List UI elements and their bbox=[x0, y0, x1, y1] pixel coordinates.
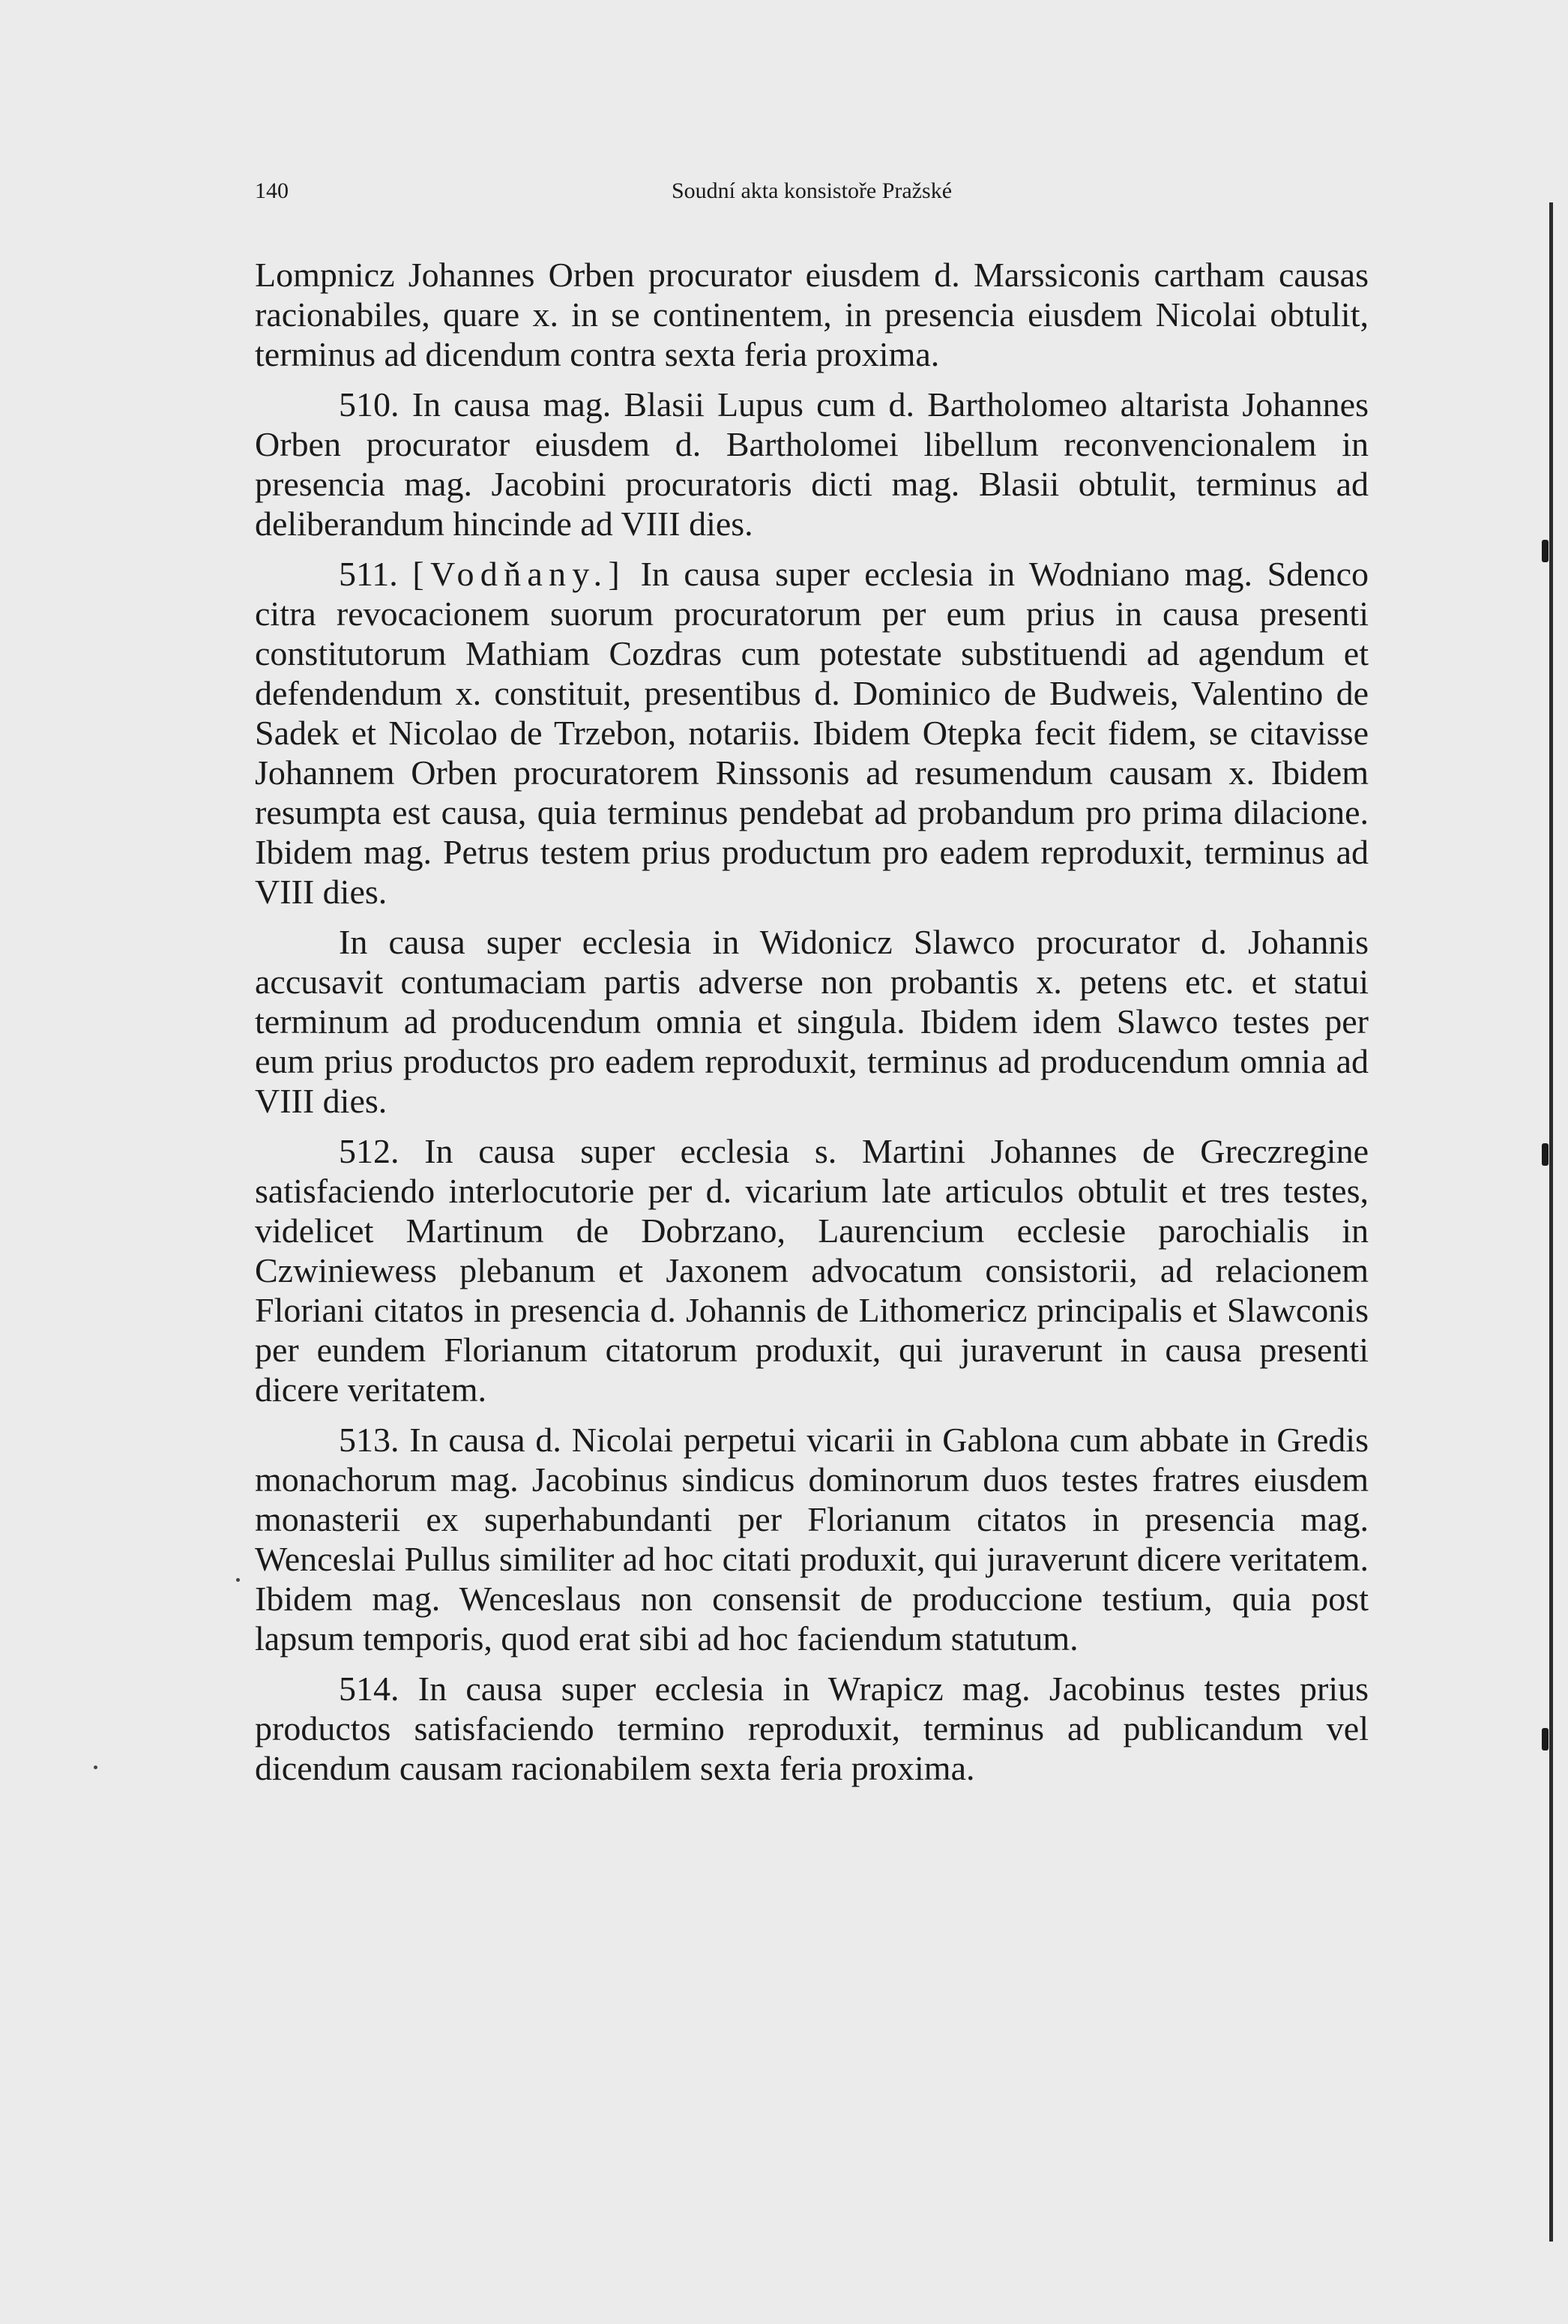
entry-number: 511. bbox=[339, 555, 398, 593]
scan-edge-mark bbox=[1542, 1728, 1549, 1750]
running-title: Soudní akta konsistoře Pražské bbox=[671, 178, 953, 203]
place-name: [Vodňany.] bbox=[412, 555, 627, 593]
scan-dot bbox=[236, 1578, 240, 1582]
paragraph-510: 510. In causa mag. Blasii Lupus cum d. Bartholomeo altarista Johannes Orben procurator eiusdem d. Bartholomei libellum reconvencionalem in presencia mag. Jacobini procuratoris dicti mag. Blasii obtulit, terminus ad deliberandum hincinde ad VIII dies. bbox=[255, 385, 1369, 543]
scan-edge-mark bbox=[1542, 540, 1549, 562]
paragraph-continuation: Lompnicz Johannes Orben procurator eiusdem d. Marssiconis cartham causas racionabiles, quare x. in se continentem, in presencia eiusdem Nicolai obtulit, terminus ad dicendum contra sexta feria proxima. bbox=[255, 256, 1369, 373]
scan-edge-mark bbox=[1542, 1143, 1549, 1166]
paragraph-514: 514. In causa super ecclesia in Wrapicz mag. Jacobinus testes prius productos satisfaciendo termino reproduxit, terminus ad publicandum vel dicendum causam racionabilem sexta feria proxima. bbox=[255, 1670, 1369, 1787]
paragraph-widonicz: In causa super ecclesia in Widonicz Slawco procurator d. Johannis accusavit contumaciam partis adverse non probantis x. petens etc. et statui terminum ad producendum omnia et singula. Ibidem idem Slawco testes per eum prius productos pro eadem reproduxit, terminus ad producendum omnia ad VIII dies. bbox=[255, 923, 1369, 1120]
paragraph-512: 512. In causa super ecclesia s. Martini Johannes de Greczregine satisfaciendo interlocutorie per d. vicarium late articulos obtulit et tres testes, videlicet Martinum de Dobrzano, Laurencium ecclesie parochialis in Czwiniewess plebanum et Jaxonem advocatum consistorii, ad relacionem Floriani citatos in presencia d. Johannis de Lithomericz principalis et Slawconis per eundem Florianum citatorum produxit, qui juraverunt in causa presenti dicere veritatem. bbox=[255, 1132, 1369, 1409]
paragraph-511 bbox=[255, 554, 1369, 912]
page-number: 140 bbox=[255, 178, 289, 203]
paragraph-513: 513. In causa d. Nicolai perpetui vicarii in Gablona cum abbate in Gredis monachorum mag. Jacobinus sindicus dominorum duos testes fratres eiusdem monasterii ex superhabundanti per Florianum citatos in presencia mag. Wenceslai Pullus similiter ad hoc citati produxit, qui juraverunt dicere veritatem. Ibidem mag. Wenceslaus non consensit de produccione testium, quia post lapsum temporis, quod erat sibi ad hoc faciendum statutum. bbox=[255, 1421, 1369, 1658]
scan-dot bbox=[94, 1765, 97, 1769]
body-text bbox=[255, 255, 1369, 1798]
scan-edge-line bbox=[1549, 202, 1553, 2242]
entry-text: In causa super ecclesia in Wodniano mag. Sdenco citra revocacionem suorum procuratorum per eum prius in causa presenti constitutorum Mathiam Cozdras cum potestate substituendi ad agendum et defendendum x. constituit, presentibus d. Dominico de Budweis, Valentino de Sadek et Nicolao de Trzebon, notariis. Ibidem Otepka fecit fidem, se citavisse Johannem Orben procuratorem Rinssonis ad resumendum causam x. Ibidem resumpta est causa, quia terminus pendebat ad probandum pro prima dilacione. Ibidem mag. Petrus testem prius productum pro eadem reproduxit, terminus ad VIII dies. bbox=[255, 555, 1369, 911]
page-header bbox=[255, 178, 1369, 208]
